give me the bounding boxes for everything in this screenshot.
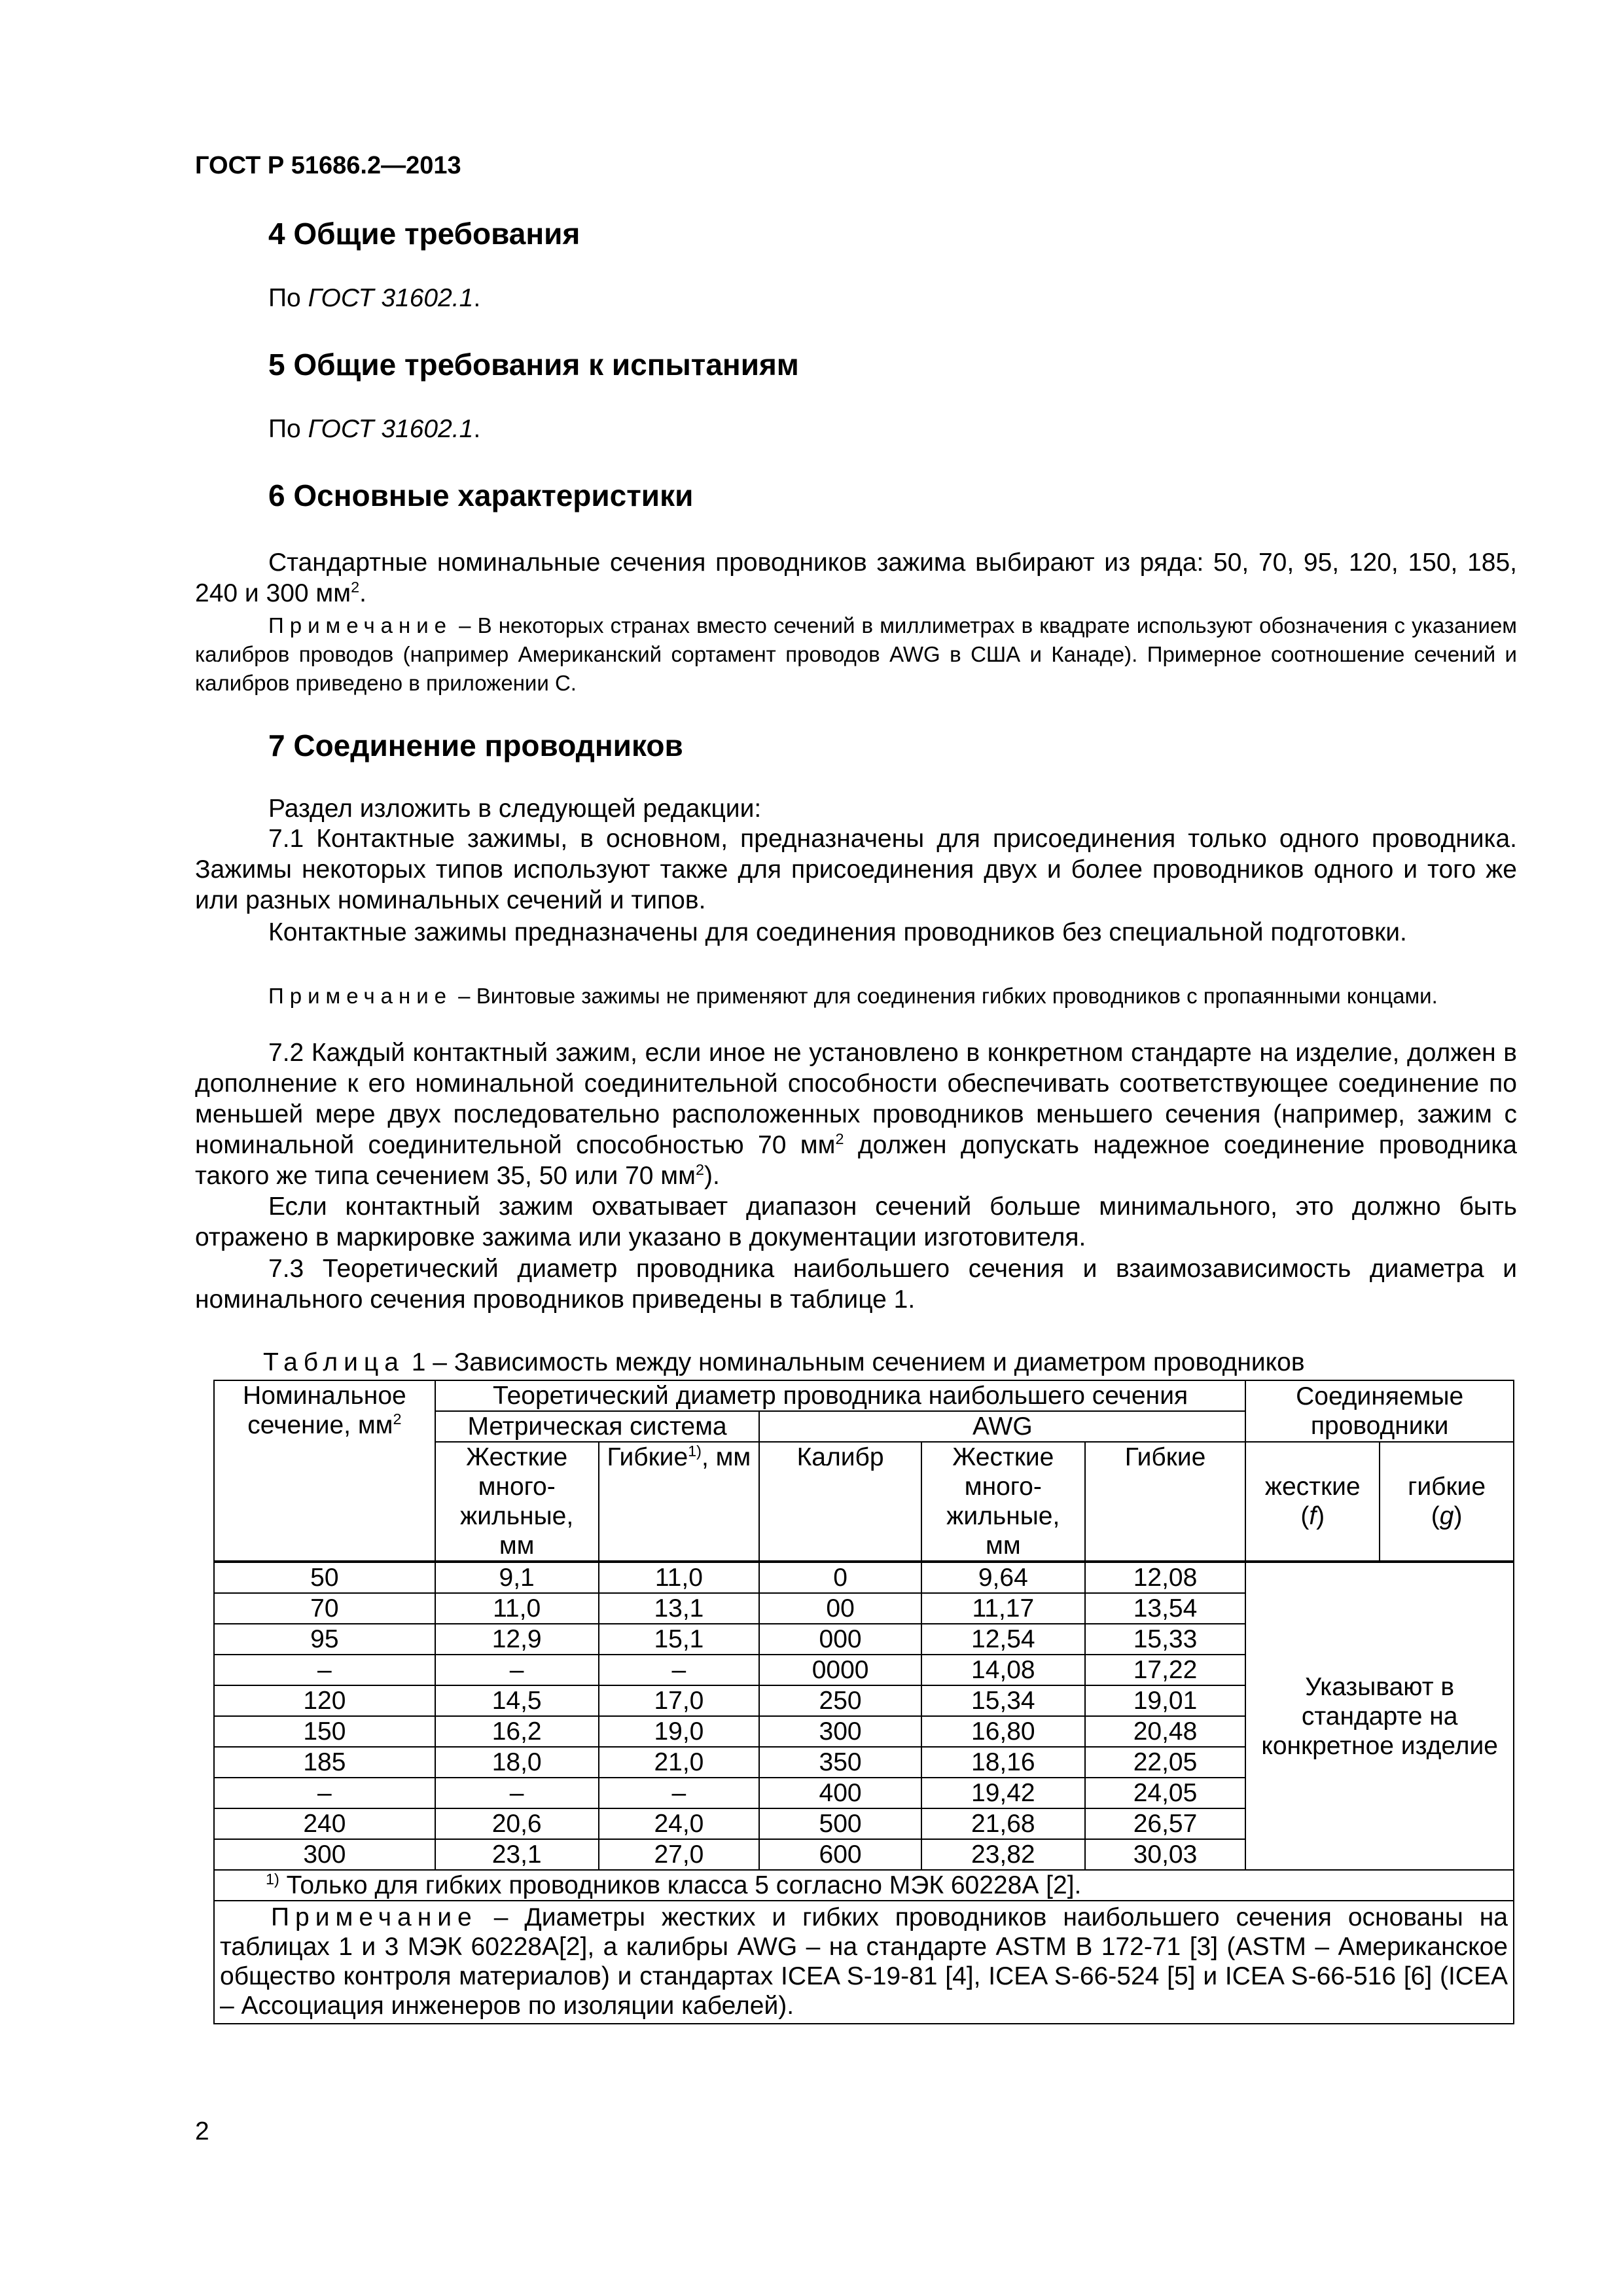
header-theoretical-diameter: Теоретический диаметр проводника наибольшего сечения <box>435 1380 1246 1411</box>
section-6-paragraph: Стандартные номинальные сечения проводников зажима выбирают из ряда: 50, 70, 95, 120, 150, 185, 240 и 300 $мм^2$. <box>195 548 1517 607</box>
header-awg: AWG <box>759 1411 1245 1442</box>
section-6-note: Примечание – В некоторых странах вместо сечений в миллиметрах в квадрате используют обозначения с указанием калибров проводов (например Американский сортамент проводов AWG в США и Канаде). Примерное соотношение сечений и калибров приведено в приложении С. <box>195 613 1517 695</box>
clause-7-3: 7.3 Теоретический диаметр проводника наибольшего сечения и взаимозависимость диаметра и номинального сечения проводников приведены в таблице 1. <box>195 1255 1517 1314</box>
table-row: – – – 0000 14,08 17,22 <box>214 1655 1514 1685</box>
header-metric-rigid: Жесткие много-жильные, мм <box>435 1442 599 1562</box>
table-row: 70 11,0 13,1 00 11,17 13,54 <box>214 1593 1514 1624</box>
standard-reference: ГОСТ 31602.1 <box>308 415 474 443</box>
header-nominal-section: Номинальное сечение, $мм^2$ <box>214 1380 435 1562</box>
table-row: 120 14,5 17,0 250 15,34 19,01 <box>214 1685 1514 1716</box>
header-awg-gauge: Калибр <box>759 1442 921 1562</box>
header-connected-rigid: жесткие (f) <box>1245 1442 1380 1562</box>
table-row: 240 20,6 24,0 500 21,68 26,57 <box>214 1808 1514 1839</box>
header-metric-flexible: Гибкие$^{1)}$, мм <box>599 1442 760 1562</box>
header-awg-flexible: Гибкие <box>1085 1442 1246 1562</box>
standard-reference: ГОСТ 31602.1 <box>308 284 474 312</box>
section-6-title: 6 Основные характеристики <box>268 478 694 512</box>
merged-note-cell: Указывают в стандарте на конкретное изделие <box>1245 1562 1514 1870</box>
header-connected-conductors: Соединяемые проводники <box>1245 1380 1514 1442</box>
table-footnote: $^{1)}$ Только для гибких проводников класса 5 согласно МЭК 60228А [2]. <box>214 1870 1514 1901</box>
table-row: 185 18,0 21,0 350 18,16 22,05 <box>214 1747 1514 1778</box>
table-row: 50 9,1 11,0 0 9,64 12,08 Указывают в стандарте на конкретное изделие <box>214 1562 1514 1593</box>
section-4-text: По ГОСТ 31602.1. <box>268 284 481 312</box>
page-number: 2 <box>195 2117 209 2145</box>
clause-7-1: 7.1 Контактные зажимы, в основном, предназначены для присоединения только одного проводника. Зажимы некоторых типов используют также для присоединения двух и более проводников одного и того же или разных номинальных сечений и типов. <box>195 825 1517 914</box>
table-note: Примечание – Диаметры жестких и гибких проводников наибольшего сечения основаны на таблицах 1 и 3 МЭК 60228А[2], а калибры AWG – на стандарте ASTM В 172-71 [3] (ASTM – Американское общество контроля материалов) и стандартах ICEA S-19-81 [4], ICEA S-66-524 [5] и ICEA S-66-516 [6] (ICEA – Ассоциация инженеров по изоляции кабелей). <box>214 1901 1514 2024</box>
clause-7-1-continued: Контактные зажимы предназначены для соединения проводников без специальной подготовки. <box>268 918 1407 946</box>
section-4-title: 4 Общие требования <box>268 217 580 251</box>
table-row: 95 12,9 15,1 000 12,54 15,33 <box>214 1624 1514 1655</box>
clause-7-2-continued: Если контактный зажим охватывает диапазон сечений больше минимального, это должно быть отражено в маркировке зажима или указано в документации изготовителя. <box>195 1193 1517 1251</box>
header-connected-flexible: гибкие (g) <box>1380 1442 1514 1562</box>
section-7-title: 7 Соединение проводников <box>268 728 683 762</box>
header-metric-system: Метрическая система <box>435 1411 760 1442</box>
clause-7-2: 7.2 Каждый контактный зажим, если иное не установлено в конкретном стандарте на изделие, должен в дополнение к его номинальной соединительной способности обеспечивать соответствующее соединение по меньшей мере двух последовательно расположенных проводников меньшего сечения (например, зажим с номинальной соединительной способностью 70 $мм^2$ должен допускать надежное соединение проводника такого же типа сечением 35, 50 или 70 $мм^2$). <box>195 1039 1517 1190</box>
table-row: 150 16,2 19,0 300 16,80 20,48 <box>214 1716 1514 1747</box>
table-caption: Таблица 1 – Зависимость между номинальным сечением и диаметром проводников <box>263 1348 1305 1376</box>
table-row: – – – 400 19,42 24,05 <box>214 1778 1514 1808</box>
conductor-table <box>213 1380 1514 2024</box>
section-7-note: Примечание – Винтовые зажимы не применяют для соединения гибких проводников с пропаянными концами. <box>268 984 1438 1008</box>
section-5-text: По ГОСТ 31602.1. <box>268 415 481 443</box>
table-row: 300 23,1 27,0 600 23,82 30,03 <box>214 1839 1514 1870</box>
section-7-intro: Раздел изложить в следующей редакции: <box>268 795 762 823</box>
section-5-title: 5 Общие требования к испытаниям <box>268 348 799 382</box>
document-code: ГОСТ Р 51686.2—2013 <box>195 152 461 179</box>
header-awg-rigid: Жесткие много-жильные, мм <box>921 1442 1085 1562</box>
